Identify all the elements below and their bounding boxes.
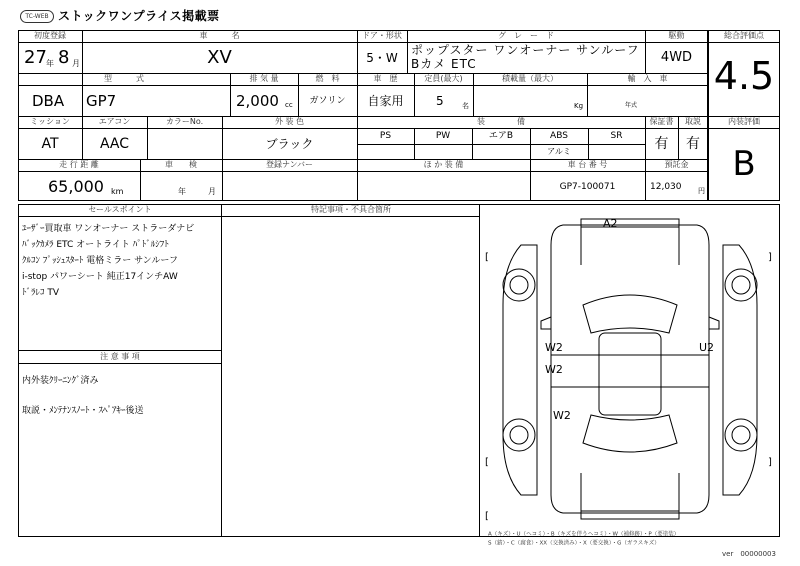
vehicle-history-label: 車 歴 — [373, 74, 398, 83]
model-label: 型 式 — [104, 74, 144, 83]
equip-header-airbag: エアB — [488, 131, 514, 141]
equipment-label: 装 備 — [477, 117, 525, 126]
capacity-value: 5 — [436, 94, 444, 108]
manual-value: 有 — [686, 136, 700, 152]
import-unit: 年式 — [625, 102, 638, 109]
special-notes-panel — [222, 204, 480, 537]
car-name-label: 車 名 — [199, 31, 240, 40]
inspection-label: 車 検 — [165, 160, 197, 169]
wheel-rear-left — [503, 419, 535, 451]
sales-point-line: i-stop パワーシート 純正17インチAW — [22, 272, 178, 282]
displacement-value: 2,000 — [236, 92, 279, 110]
reg-number-label: 登録ナンバー — [265, 160, 314, 169]
deposit-label: 預託金 — [664, 160, 689, 169]
exterior-color-label: 外 装 色 — [274, 117, 305, 126]
vehicle-history-value: 自家用 — [367, 94, 404, 108]
model-value: GP7 — [86, 92, 117, 110]
special-notes-label: 特記事項・不具合箇所 — [311, 205, 391, 214]
car-top-outline — [551, 225, 709, 513]
overall-score-value: 4.5 — [713, 54, 775, 98]
exterior-color-value: ブラック — [265, 137, 314, 151]
inspection-month-unit: 月 — [208, 187, 216, 196]
month-unit: 月 — [72, 59, 80, 68]
sales-point-line: ﾊﾞｯｸｶﾒﾗ ETC オートライト ﾊﾟﾄﾞﾙｼﾌﾄ — [22, 240, 169, 250]
damage-mark-w2: W2 — [545, 341, 563, 354]
car-name-value: XV — [207, 47, 232, 68]
caution-line: 取説・ﾒﾝﾃﾅﾝｽﾉｰﾄ・ｽﾍﾟｱｷｰ後送 — [22, 406, 144, 416]
capacity-unit: 名 — [462, 102, 469, 110]
bracket-right: ] — [768, 252, 772, 263]
right-side-view — [723, 245, 757, 495]
caution-label: 注 意 事 項 — [100, 352, 140, 361]
legend-line-2: S（錆）・C（腐食）・XX（交換済み）・X（要交換）・G（ガラスキズ） — [488, 539, 660, 547]
left-side-view — [503, 245, 537, 495]
interior-score-label: 内装評価 — [728, 117, 760, 126]
first-reg-month: 8 — [58, 47, 70, 68]
sales-point-line: ﾕｰｻﾞｰ買取車 ワンオーナー ストラーダナビ — [22, 224, 195, 234]
first-reg-year: 27 — [24, 47, 47, 68]
page-title: ストックワンプライス掲載票 — [58, 9, 220, 23]
damage-mark-w2: W2 — [553, 409, 571, 422]
equip-header-sr: SR — [610, 131, 623, 141]
damage-mark-w2: W2 — [545, 363, 563, 376]
drive-value: 4WD — [660, 50, 693, 65]
car-damage-diagram — [481, 205, 779, 536]
bracket-left: [ — [485, 457, 489, 468]
chassis-no-value: GP7-100071 — [559, 182, 616, 192]
manual-label: 取説 — [685, 117, 701, 126]
mileage-value: 65,000 — [48, 177, 104, 196]
legend-line-1: A（キズ）・U（ヘコミ）・B（キズを伴うヘコミ）・W（補修跡）・P（要塗装） — [488, 530, 680, 538]
equip-header-abs: ABS — [550, 131, 568, 141]
other-equipment-label: ほ か 装 備 — [423, 160, 464, 169]
sales-points-label: セールスポイント — [88, 205, 152, 214]
deposit-unit: 円 — [698, 187, 705, 195]
deposit-value: 12,030 — [650, 182, 682, 192]
import-label: 輸 入 車 — [627, 74, 668, 83]
displacement-unit: cc — [285, 101, 293, 109]
grade-value: ポップスター ワンオーナー サンルーフ Bカメ ETC — [411, 43, 640, 71]
rear-bumper — [581, 511, 679, 519]
bracket-left: [ — [485, 511, 489, 522]
model-prefix-value: DBA — [32, 92, 65, 110]
roof — [599, 333, 661, 415]
caution-line: 内外装ｸﾘｰﾆﾝｸﾞ済み — [22, 376, 99, 386]
door-shape-value: 5・W — [366, 51, 398, 65]
grade-label: グ レ ー ド — [498, 31, 554, 40]
capacity-label: 定員(最大) — [424, 74, 463, 83]
displacement-label: 排 気 量 — [249, 74, 279, 83]
equip-header-pw: PW — [435, 131, 451, 141]
equip-header-ps: PS — [379, 131, 392, 141]
wheel-front-right — [725, 269, 757, 301]
chassis-no-label: 車 台 番 号 — [567, 160, 608, 169]
damage-mark-u2: U2 — [699, 341, 715, 354]
interior-score-value: B — [732, 144, 756, 184]
bracket-right: ] — [768, 457, 772, 468]
mission-label: ミッション — [30, 117, 70, 126]
front-bumper — [581, 219, 679, 227]
overall-score-label: 総合評価点 — [724, 31, 764, 40]
windshield — [583, 295, 677, 333]
year-unit: 年 — [46, 59, 54, 68]
warranty-value: 有 — [654, 136, 669, 152]
rear-window — [583, 415, 677, 452]
load-unit: Kg — [574, 102, 584, 110]
version-label: ver 00000003 — [722, 550, 776, 558]
fuel-label: 燃 料 — [315, 74, 340, 83]
mission-value: AT — [41, 136, 59, 152]
logo: TC-WEB — [20, 10, 54, 23]
sales-point-line: ｸﾙｺﾝ ﾌﾟｯｼｭｽﾀｰﾄ 電格ミラー サンルーフ — [22, 256, 178, 266]
door-shape-label: ドア・形状 — [362, 31, 402, 40]
mileage-unit: km — [111, 187, 124, 196]
warranty-label: 保証書 — [649, 117, 674, 126]
equip-value-aluminum: アルミ — [547, 147, 571, 156]
damage-mark-a2: A2 — [603, 217, 618, 230]
aircon-label: エアコン — [98, 117, 131, 126]
inspection-year-unit: 年 — [178, 187, 186, 196]
aircon-value: AAC — [99, 136, 130, 152]
bracket-left: [ — [485, 252, 489, 263]
fuel-value: ガソリン — [309, 96, 346, 106]
drive-label: 駆動 — [668, 31, 685, 40]
mileage-label: 走 行 距 離 — [59, 160, 99, 169]
color-no-label: カラーNo. — [165, 117, 204, 126]
load-label: 積載量（最大） — [502, 74, 558, 83]
first-reg-label: 初度登録 — [34, 31, 66, 40]
wheel-front-left — [503, 269, 535, 301]
wheel-rear-right — [725, 419, 757, 451]
sales-point-line: ﾄﾞﾗﾚｺ TV — [22, 288, 60, 298]
